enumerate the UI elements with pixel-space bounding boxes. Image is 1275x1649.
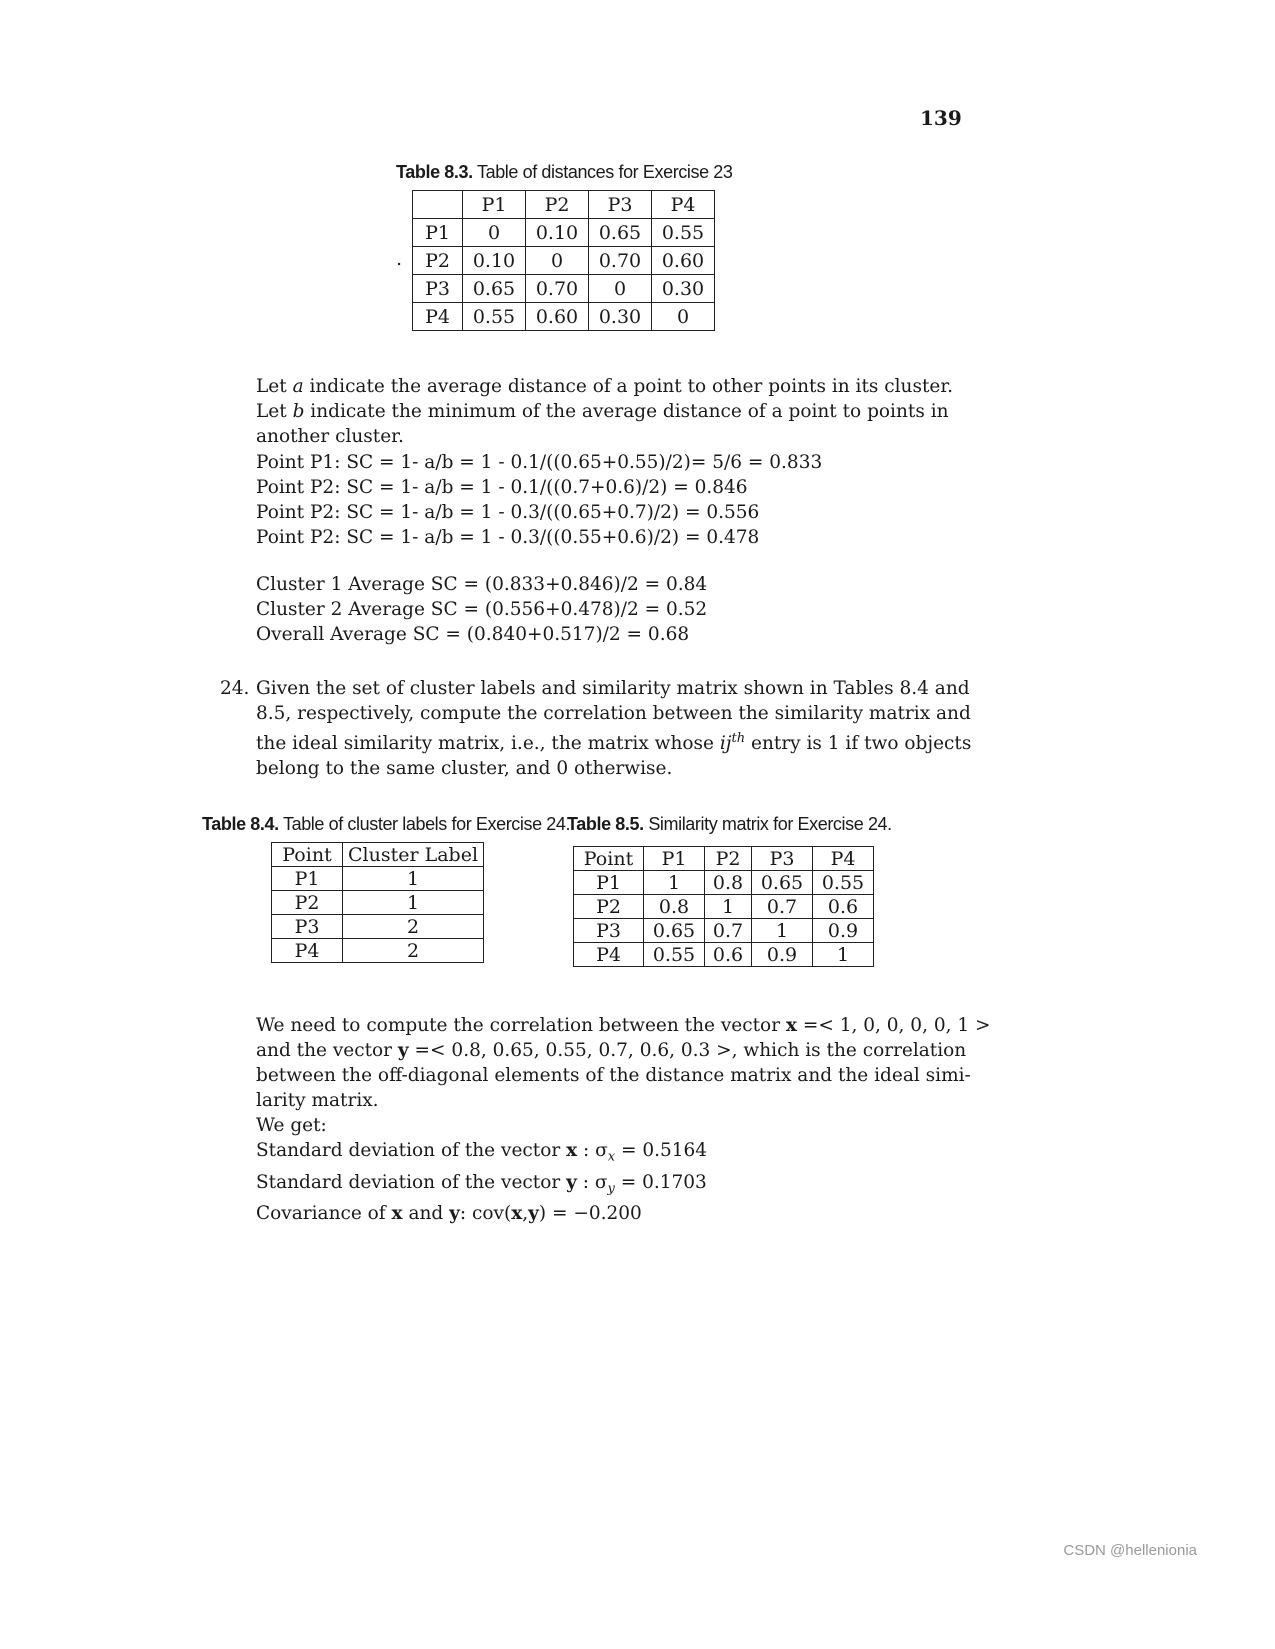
table-cell: 0 xyxy=(652,303,715,331)
table-cell: 1 xyxy=(705,895,752,919)
table-cell: 1 xyxy=(752,919,813,943)
table-row xyxy=(272,867,484,891)
table-row xyxy=(413,303,715,331)
table-header-cell: P3 xyxy=(589,191,652,219)
table-cell: 0.10 xyxy=(463,247,526,275)
math-vector-x: x xyxy=(511,1203,523,1225)
table-cell: P1 xyxy=(413,219,463,247)
intro-line-1 xyxy=(256,374,953,399)
table-row xyxy=(574,871,874,895)
sc-line: Point P1: SC = 1- a/b = 1 - 0.1/((0.65+0.55)/2)= 5/6 = 0.833 xyxy=(256,452,823,473)
table-row xyxy=(272,915,484,939)
table-cell: 0.70 xyxy=(589,247,652,275)
text-span: Standard deviation of the vector xyxy=(256,1171,567,1193)
text-span: indicate the minimum of the average distance of a point to points in xyxy=(304,401,949,422)
table-cell: 1 xyxy=(813,943,874,967)
table-cell: 0.7 xyxy=(752,895,813,919)
table-cell: 2 xyxy=(343,915,484,939)
exercise-line xyxy=(256,726,971,756)
table-cell: 1 xyxy=(343,891,484,915)
table-8-3-leading-dot: . xyxy=(396,248,403,270)
table-cell: 0.60 xyxy=(652,247,715,275)
table-8-3-caption-text: Table of distances for Exercise 23 xyxy=(476,162,733,182)
table-cell: 0 xyxy=(463,219,526,247)
math-vector-y: y xyxy=(566,1171,577,1193)
table-cell: 0.65 xyxy=(463,275,526,303)
table-row xyxy=(413,247,715,275)
exercise-24-text xyxy=(256,676,971,781)
table-header-cell: P4 xyxy=(652,191,715,219)
math-vector-x: x xyxy=(391,1203,403,1225)
table-cell: P3 xyxy=(272,915,343,939)
table-cell: 0.55 xyxy=(463,303,526,331)
sc-line: Point P2: SC = 1- a/b = 1 - 0.3/((0.65+0.7)/2) = 0.556 xyxy=(256,502,760,523)
sc-line: Point P2: SC = 1- a/b = 1 - 0.3/((0.55+0.6)/2) = 0.478 xyxy=(256,527,760,548)
table-8-4 xyxy=(271,842,484,963)
table-header-cell: P1 xyxy=(463,191,526,219)
correlation-line: between the off-diagonal elements of the distance matrix and the ideal simi- xyxy=(256,1065,971,1086)
average-line: Overall Average SC = (0.840+0.517)/2 = 0.68 xyxy=(256,624,690,645)
table-cell: P1 xyxy=(574,871,644,895)
exercise-line: 8.5, respectively, compute the correlation between the similarity matrix and xyxy=(256,703,971,724)
table-row xyxy=(574,943,874,967)
table-cell: 0.65 xyxy=(589,219,652,247)
math-vector-x: x xyxy=(785,1015,797,1036)
table-cell: 0.55 xyxy=(813,871,874,895)
table-cell: 0 xyxy=(526,247,589,275)
math-vector-y: y xyxy=(528,1203,539,1225)
table-cell: 0.60 xyxy=(526,303,589,331)
table-cell: P4 xyxy=(272,939,343,963)
table-8-3-caption xyxy=(396,162,733,183)
text-span: the ideal similarity matrix, i.e., the matrix whose xyxy=(256,733,720,755)
table-cell: P2 xyxy=(413,247,463,275)
text-span: and xyxy=(402,1203,450,1225)
table-header-cell: Point xyxy=(574,847,644,871)
table-8-3 xyxy=(412,190,715,331)
math-vector-y: y xyxy=(397,1040,409,1061)
average-line: Cluster 1 Average SC = (0.833+0.846)/2 = 0.84 xyxy=(256,574,708,595)
table-cell: 0.55 xyxy=(652,219,715,247)
correlation-line: larity matrix. xyxy=(256,1090,379,1111)
text-span: Let xyxy=(256,401,293,422)
sc-line: Point P2: SC = 1- a/b = 1 - 0.1/((0.7+0.6)/2) = 0.846 xyxy=(256,477,748,498)
table-cell: 0.65 xyxy=(752,871,813,895)
math-var-a: a xyxy=(292,376,304,397)
math-subscript: y xyxy=(607,1181,615,1197)
math-superscript: th xyxy=(731,731,746,746)
table-cell: 1 xyxy=(343,867,484,891)
table-cell: 0.30 xyxy=(589,303,652,331)
text-span: = 0.1703 xyxy=(614,1171,707,1193)
intro-paragraph xyxy=(256,374,953,449)
text-span: indicate the average distance of a point to other points in its cluster. xyxy=(303,376,954,397)
table-header-cell xyxy=(413,191,463,219)
table-header-cell: P2 xyxy=(526,191,589,219)
table-cell: P3 xyxy=(413,275,463,303)
text-span: : cov( xyxy=(459,1203,512,1225)
table-cell: 0.8 xyxy=(644,895,705,919)
correlation-line xyxy=(256,1013,991,1038)
table-cell: 0.70 xyxy=(526,275,589,303)
table-header-cell: P1 xyxy=(644,847,705,871)
table-8-4-caption-text: Table of cluster labels for Exercise 24. xyxy=(282,814,571,834)
table-cell: 0.7 xyxy=(705,919,752,943)
math-vector-x: x xyxy=(566,1140,578,1161)
table-header-cell: P3 xyxy=(752,847,813,871)
sc-block xyxy=(256,450,822,550)
std-dev-x-line xyxy=(256,1138,991,1170)
covariance-line xyxy=(256,1201,991,1226)
text-span: = 0.5164 xyxy=(615,1140,708,1161)
text-span: : σ xyxy=(577,1140,608,1161)
text-span: entry is 1 if two objects xyxy=(745,733,972,755)
table-cell: P3 xyxy=(574,919,644,943)
table-8-5-caption xyxy=(567,814,892,835)
table-row xyxy=(272,939,484,963)
text-span: We need to compute the correlation between the vector xyxy=(256,1015,786,1036)
math-var-ij: ij xyxy=(719,733,732,755)
table-cell: 0.6 xyxy=(705,943,752,967)
table-row xyxy=(413,275,715,303)
table-row xyxy=(272,891,484,915)
watermark: CSDN @hellenionia xyxy=(1063,1542,1197,1559)
text-span: , xyxy=(522,1203,529,1225)
table-cell: 0.6 xyxy=(813,895,874,919)
correlation-section xyxy=(256,1013,991,1226)
table-row xyxy=(574,919,874,943)
table-cell: 0.55 xyxy=(644,943,705,967)
table-8-5 xyxy=(573,846,874,967)
average-block xyxy=(256,572,707,647)
text-span: =< 0.8, 0.65, 0.55, 0.7, 0.6, 0.3 >, which is the correlation xyxy=(408,1040,967,1061)
math-var-b: b xyxy=(292,401,305,422)
table-header-cell: Cluster Label xyxy=(343,843,484,867)
table-cell: 2 xyxy=(343,939,484,963)
page-number: 139 xyxy=(920,106,962,130)
std-dev-y-line xyxy=(256,1170,991,1202)
table-header-cell: P4 xyxy=(813,847,874,871)
text-span: ) = −0.200 xyxy=(538,1203,642,1225)
table-cell: P2 xyxy=(574,895,644,919)
table-header-row xyxy=(272,843,484,867)
table-cell: 0.8 xyxy=(705,871,752,895)
exercise-number: 24. xyxy=(220,678,250,699)
table-cell: 0.30 xyxy=(652,275,715,303)
table-header-cell: Point xyxy=(272,843,343,867)
table-row xyxy=(574,895,874,919)
table-cell: P4 xyxy=(574,943,644,967)
table-cell: 0.9 xyxy=(752,943,813,967)
table-cell: 0 xyxy=(589,275,652,303)
text-span: Let xyxy=(256,376,293,397)
table-cell: 0.65 xyxy=(644,919,705,943)
table-cell: P4 xyxy=(413,303,463,331)
table-8-3-caption-label: Table 8.3. xyxy=(396,162,473,182)
table-cell: 0.9 xyxy=(813,919,874,943)
table-header-cell: P2 xyxy=(705,847,752,871)
intro-line-2 xyxy=(256,399,953,424)
table-8-5-caption-text: Similarity matrix for Exercise 24. xyxy=(648,814,892,834)
text-span: and the vector xyxy=(256,1040,398,1061)
table-cell: P1 xyxy=(272,867,343,891)
exercise-line: belong to the same cluster, and 0 otherwise. xyxy=(256,758,673,780)
text-span: Standard deviation of the vector xyxy=(256,1140,567,1161)
table-8-5-caption-label: Table 8.5. xyxy=(567,814,644,834)
exercise-line: Given the set of cluster labels and similarity matrix shown in Tables 8.4 and xyxy=(256,678,970,699)
table-header-row xyxy=(413,191,715,219)
table-8-4-caption-label: Table 8.4. xyxy=(202,814,279,834)
text-span: =< 1, 0, 0, 0, 0, 1 > xyxy=(796,1015,991,1036)
text-span: : σ xyxy=(576,1171,608,1193)
table-8-4-caption xyxy=(202,814,570,835)
table-cell: P2 xyxy=(272,891,343,915)
correlation-line xyxy=(256,1038,991,1063)
text-span: Covariance of xyxy=(256,1203,392,1225)
math-subscript: x xyxy=(607,1149,616,1165)
average-line: Cluster 2 Average SC = (0.556+0.478)/2 = 0.52 xyxy=(256,599,708,620)
math-vector-y: y xyxy=(449,1203,460,1225)
correlation-line: We get: xyxy=(256,1115,327,1136)
intro-line-3: another cluster. xyxy=(256,426,404,447)
table-cell: 1 xyxy=(644,871,705,895)
table-header-row xyxy=(574,847,874,871)
table-row xyxy=(413,219,715,247)
table-cell: 0.10 xyxy=(526,219,589,247)
